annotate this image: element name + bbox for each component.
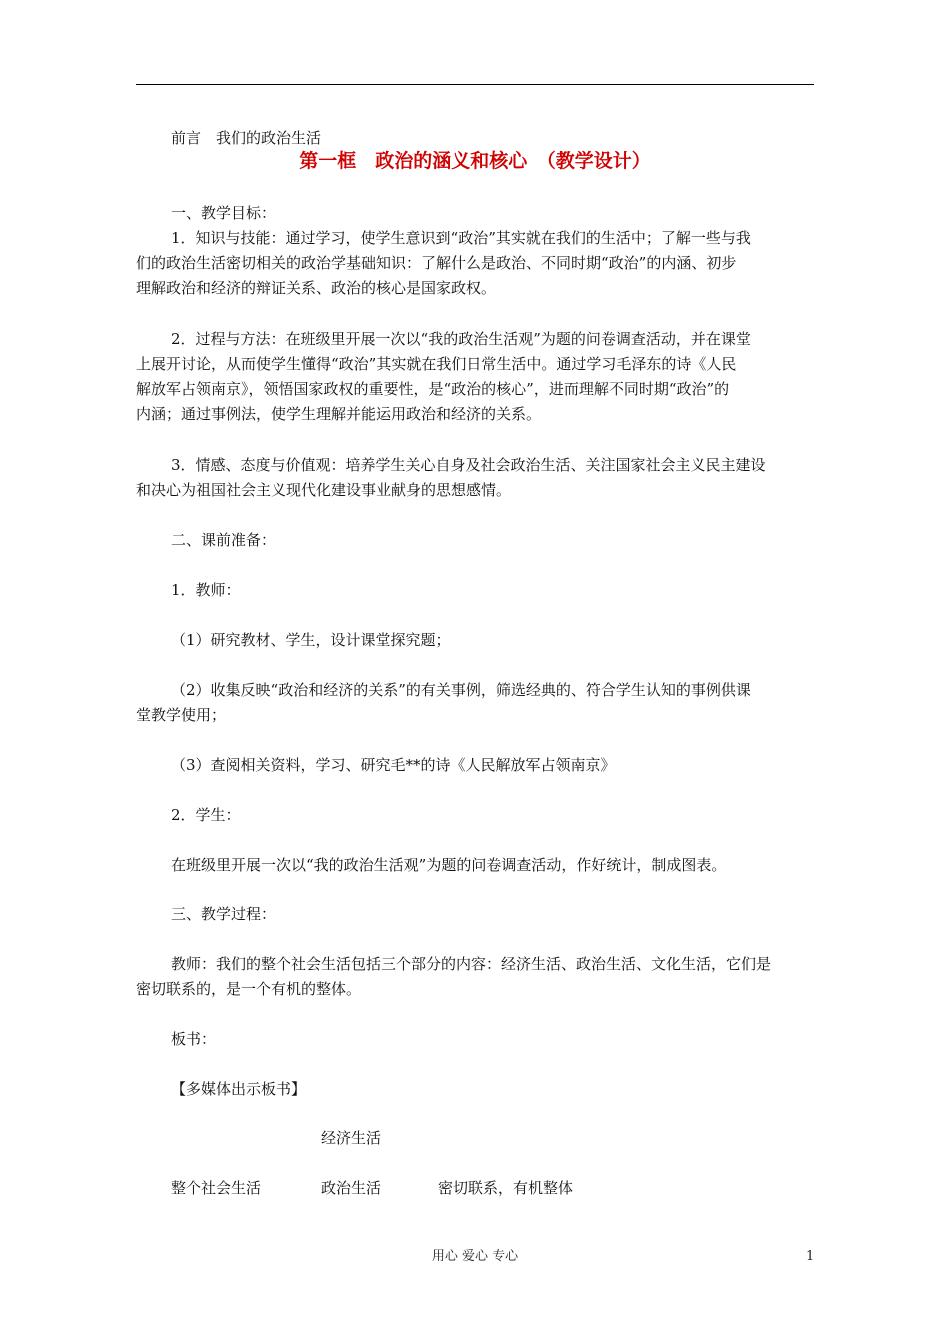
teacher-task-2-line-1: （2）收集反映“政治和经济的关系”的有关事例，筛选经典的、符合学生认知的事例供课 <box>171 681 751 699</box>
student-task: 在班级里开展一次以“我的政治生活观”为题的问卷调查活动，作好统计，制成图表。 <box>171 856 727 874</box>
student-heading: 2．学生： <box>171 806 241 824</box>
process-line-2: 密切联系的，是一个有机的整体。 <box>136 980 362 998</box>
board-label: 板书： <box>171 1030 217 1048</box>
goal-1-line-3: 理解政治和经济的辩证关系、政治的核心是国家政权。 <box>136 279 497 297</box>
diagram-left-society: 整个社会生活 <box>171 1179 262 1197</box>
teacher-task-2-line-2: 堂教学使用； <box>136 706 227 724</box>
goal-2-line-2: 上展开讨论，从而使学生懂得“政治”其实就在我们日常生活中。通过学习毛泽东的诗《人民 <box>136 355 737 373</box>
diagram-right-relation: 密切联系，有机整体 <box>438 1179 574 1197</box>
goal-2-line-3: 解放军占领南京》，领悟国家政权的重要性，是“政治的核心”，进而理解不同时期“政治”的 <box>136 380 730 398</box>
goal-1-line-2: 们的政治生活密切相关的政治学基础知识：了解什么是政治、不同时期“政治”的内涵、初步 <box>136 254 737 272</box>
teacher-heading: 1．教师： <box>171 581 241 599</box>
page-number: 1 <box>806 1249 815 1264</box>
goal-2-line-4: 内涵；通过事例法，使学生理解并能运用政治和经济的关系。 <box>136 405 542 423</box>
teacher-task-3: （3）查阅相关资料，学习、研究毛**的诗《人民解放军占领南京》 <box>171 756 616 774</box>
diagram-top-economic: 经济生活 <box>321 1129 382 1147</box>
footer-slogan: 用心 爱心 专心 <box>431 1249 519 1264</box>
section-heading-prep: 二、课前准备： <box>171 531 277 549</box>
goal-3-line-1: 3．情感、态度与价值观：培养学生关心自身及社会政治生活、关注国家社会主义民主建设 <box>171 456 766 474</box>
goal-3-line-2: 和决心为祖国社会主义现代化建设事业献身的思想感情。 <box>136 481 512 499</box>
section-heading-process: 三、教学过程： <box>171 905 277 923</box>
multimedia-label: 【多媒体出示板书】 <box>171 1080 307 1098</box>
process-line-1: 教师：我们的整个社会生活包括三个部分的内容：经济生活、政治生活、文化生活，它们是 <box>171 955 772 973</box>
goal-2-line-1: 2．过程与方法：在班级里开展一次以“我的政治生活观”为题的问卷调查活动，并在课堂 <box>171 330 751 348</box>
header-rule <box>136 84 814 85</box>
section-heading-goals: 一、教学目标： <box>171 204 277 222</box>
preface-line: 前言 我们的政治生活 <box>171 129 322 147</box>
teacher-task-1: （1）研究教材、学生，设计课堂探究题； <box>171 631 451 649</box>
diagram-middle-political: 政治生活 <box>321 1179 382 1197</box>
page-title: 第一框 政治的涵义和核心 （教学设计） <box>299 150 651 172</box>
goal-1-line-1: 1．知识与技能：通过学习，使学生意识到“政治”其实就在我们的生活中；了解一些与我 <box>171 229 751 247</box>
